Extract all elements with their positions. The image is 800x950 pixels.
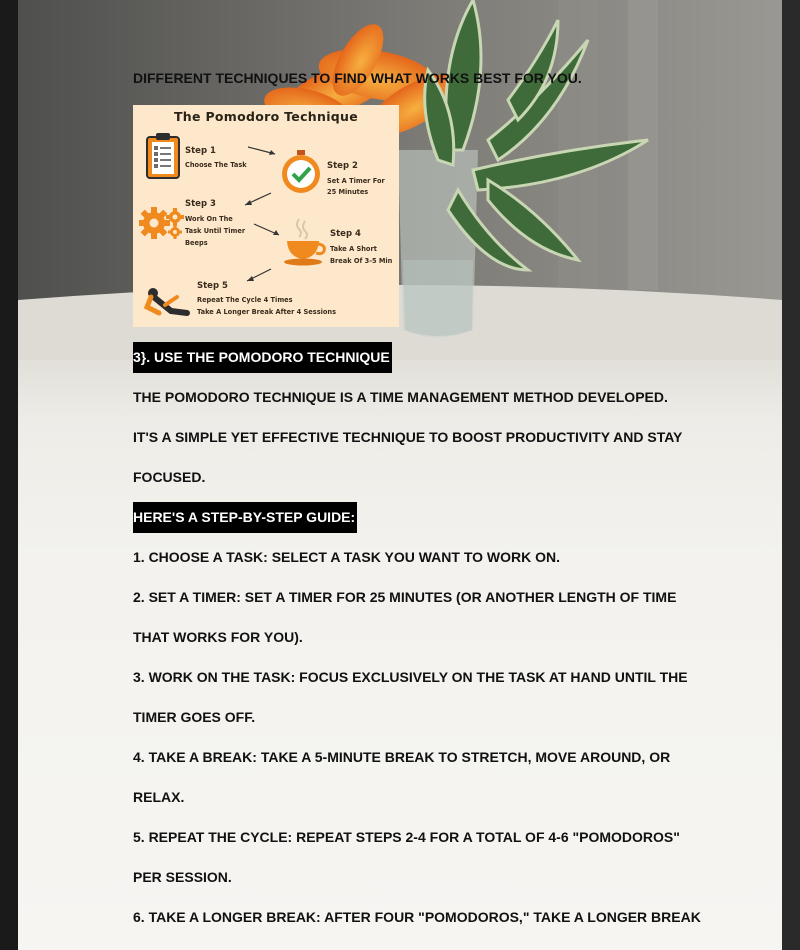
step-1-label: Step 1	[185, 146, 216, 156]
pomodoro-infographic	[133, 105, 399, 327]
step-3-label: Step 3	[185, 199, 216, 209]
guide-line: 3. WORK ON THE TASK: FOCUS EXCLUSIVELY ON THE TASK AT HAND UNTIL THE	[133, 669, 688, 685]
step-4-text-2: Break Of 3-5 Min	[330, 257, 393, 265]
step-4-label: Step 4	[330, 229, 361, 239]
intro-line: DIFFERENT TECHNIQUES TO FIND WHAT WORKS BEST FOR YOU.	[133, 70, 582, 86]
paragraph-line: THE POMODORO TECHNIQUE IS A TIME MANAGEMENT METHOD DEVELOPED.	[133, 389, 668, 405]
guide-line: 1. CHOOSE A TASK: SELECT A TASK YOU WANT TO WORK ON.	[133, 549, 561, 565]
gears-icon	[139, 205, 185, 241]
infographic-title: The Pomodoro Technique	[173, 109, 359, 124]
guide-line: 2. SET A TIMER: SET A TIMER FOR 25 MINUTES (OR ANOTHER LENGTH OF TIME	[133, 589, 677, 605]
arrow-icon	[253, 221, 283, 239]
step-2-label: Step 2	[327, 161, 358, 171]
guide-line: 5. REPEAT THE CYCLE: REPEAT STEPS 2-4 FOR A TOTAL OF 4-6 "POMODOROS"	[133, 829, 680, 845]
step-5-text-2: Take A Longer Break After 4 Sessions	[197, 308, 337, 316]
step-3-text-3: Beeps	[185, 239, 208, 247]
step-2-text-1: Set A Timer For	[327, 177, 385, 185]
paragraph-line: IT'S A SIMPLE YET EFFECTIVE TECHNIQUE TO BOOST PRODUCTIVITY AND STAY	[133, 429, 683, 445]
arrow-icon	[241, 191, 273, 209]
step-3-text-1: Work On The	[185, 215, 233, 223]
guide-line: 4. TAKE A BREAK: TAKE A 5-MINUTE BREAK TO STRETCH, MOVE AROUND, OR	[133, 749, 671, 765]
guide-line: THAT WORKS FOR YOU).	[133, 629, 303, 645]
step-3-text-2: Task Until Timer	[185, 227, 246, 235]
stretching-person-icon	[143, 283, 191, 319]
guide-line: RELAX.	[133, 789, 185, 805]
section-heading: 3}. USE THE POMODORO TECHNIQUE	[133, 342, 392, 373]
coffee-cup-icon	[283, 217, 327, 267]
step-5-label: Step 5	[197, 281, 228, 291]
arrow-icon	[243, 267, 273, 285]
viewer-edge	[782, 0, 800, 950]
guide-line: TIMER GOES OFF.	[133, 709, 256, 725]
clipboard-icon	[145, 132, 181, 180]
guide-line: 6. TAKE A LONGER BREAK: AFTER FOUR "POMODOROS," TAKE A LONGER BREAK	[133, 909, 701, 925]
paragraph-line: FOCUSED.	[133, 469, 206, 485]
step-5-text-1: Repeat The Cycle 4 Times	[197, 296, 293, 304]
timer-icon	[279, 149, 323, 195]
step-2-text-2: 25 Minutes	[327, 188, 369, 196]
step-4-text-1: Take A Short	[330, 245, 377, 253]
guide-heading: HERE'S A STEP-BY-STEP GUIDE:	[133, 502, 357, 533]
step-1-text: Choose The Task	[185, 161, 247, 169]
guide-line: PER SESSION.	[133, 869, 232, 885]
arrow-icon	[247, 143, 279, 159]
document-page	[18, 0, 782, 950]
